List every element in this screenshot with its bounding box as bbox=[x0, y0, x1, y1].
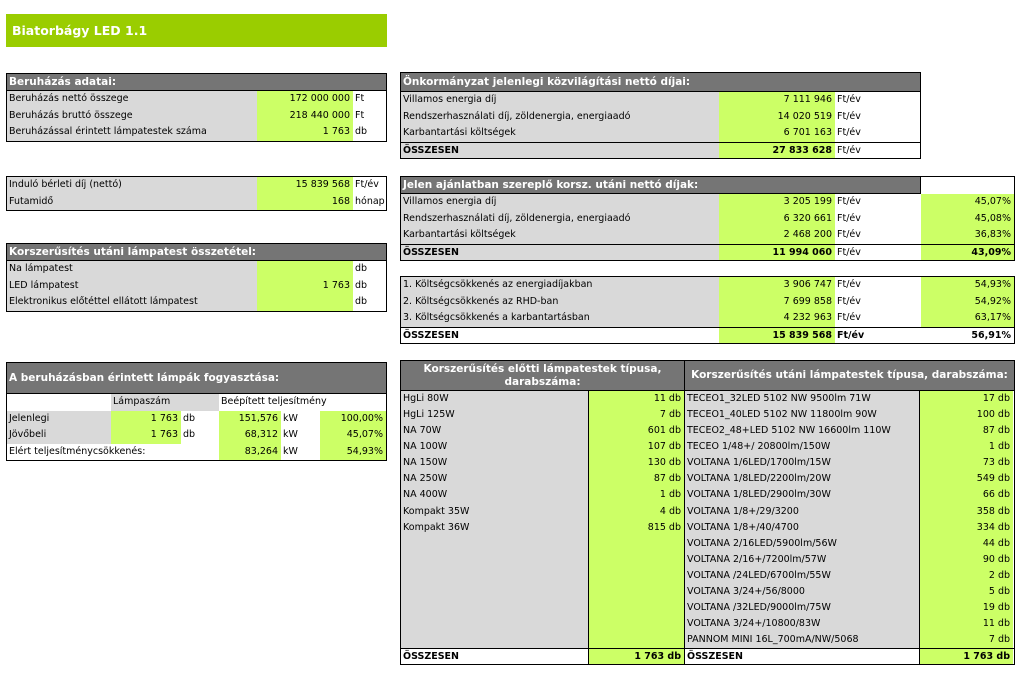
lamp-type-name: NA 70W bbox=[401, 423, 589, 439]
lamp-type-name: TECEO1_40LED 5102 NW 11800lm 90W bbox=[685, 407, 920, 423]
row-value: 6 320 661 bbox=[719, 211, 835, 228]
list-item bbox=[685, 600, 1014, 616]
table-row bbox=[7, 124, 386, 141]
lamp-type-name: VOLTANA /24LED/6700lm/55W bbox=[685, 568, 920, 584]
row-value: 6 701 163 bbox=[719, 125, 835, 142]
row-power-unit: kW bbox=[281, 411, 320, 428]
list-item bbox=[401, 391, 684, 407]
list-item bbox=[685, 407, 1014, 423]
row-unit: Ft bbox=[353, 91, 386, 108]
lamp-type-count: 1 db bbox=[589, 487, 684, 503]
composition-header: Korszerűsítés utáni lámpatest összetétel: bbox=[7, 244, 386, 261]
row-unit: db bbox=[353, 278, 386, 295]
row-power: 68,312 bbox=[219, 427, 281, 444]
row-unit: db bbox=[353, 294, 386, 311]
lamp-type-count: 87 db bbox=[589, 471, 684, 487]
table-row bbox=[7, 294, 386, 311]
total-unit: Ft/év bbox=[835, 328, 921, 344]
rent-panel bbox=[6, 176, 387, 211]
lamp-type-name: NA 400W bbox=[401, 487, 589, 503]
row-unit: Ft/év bbox=[835, 294, 921, 311]
list-item bbox=[685, 487, 1014, 503]
row-pct: 45,08% bbox=[921, 211, 1014, 228]
row-unit: db bbox=[353, 261, 386, 278]
lamp-type-count: 549 db bbox=[920, 471, 1013, 487]
lamp-type-count bbox=[589, 552, 684, 568]
lamp-type-count: 87 db bbox=[920, 423, 1013, 439]
offer-header: Jelen ajánlatban szereplő korsz. utáni nettó díjak: bbox=[401, 177, 921, 194]
row-count-unit: db bbox=[181, 427, 219, 444]
lamp-type-count: 7 db bbox=[589, 407, 684, 423]
before-total-label: ÖSSZESEN bbox=[401, 649, 589, 664]
list-item bbox=[685, 552, 1014, 568]
lamp-type-count bbox=[589, 632, 684, 648]
row-label: LED lámpatest bbox=[7, 278, 257, 295]
table-row bbox=[7, 411, 386, 428]
row-label: Induló bérleti díj (nettó) bbox=[7, 177, 257, 194]
row-unit: Ft/év bbox=[835, 211, 921, 228]
lamp-type-name bbox=[401, 568, 589, 584]
list-item bbox=[685, 536, 1014, 552]
lamp-type-name: NA 150W bbox=[401, 455, 589, 471]
lamp-type-name bbox=[401, 632, 589, 648]
table-row bbox=[401, 109, 920, 126]
list-item bbox=[685, 423, 1014, 439]
column-header-count: Lámpaszám bbox=[111, 394, 219, 411]
before-total-row bbox=[401, 648, 684, 664]
row-value bbox=[257, 261, 353, 278]
lamp-type-name: VOLTANA 2/16LED/5900lm/56W bbox=[685, 536, 920, 552]
total-row bbox=[401, 142, 920, 159]
list-item bbox=[401, 423, 684, 439]
row-power: 151,576 bbox=[219, 411, 281, 428]
list-item bbox=[685, 632, 1014, 648]
row-pct: 36,83% bbox=[921, 227, 1014, 244]
list-item bbox=[685, 584, 1014, 600]
lamp-type-count bbox=[589, 536, 684, 552]
row-label: Rendszerhasználati díj, zöldenergia, energiaadó bbox=[401, 211, 719, 228]
lamp-type-count bbox=[589, 616, 684, 632]
types-panel bbox=[400, 360, 1015, 665]
lamp-type-name: NA 100W bbox=[401, 439, 589, 455]
table-row bbox=[7, 194, 386, 211]
lamp-type-count: 601 db bbox=[589, 423, 684, 439]
table-row bbox=[7, 427, 386, 444]
saving-power: 83,264 bbox=[219, 444, 281, 461]
lamp-type-count: 107 db bbox=[589, 439, 684, 455]
list-item bbox=[401, 552, 684, 568]
row-label: Rendszerhasználati díj, zöldenergia, energiaadó bbox=[401, 109, 719, 126]
list-item bbox=[685, 439, 1014, 455]
row-label: Beruházás nettó összege bbox=[7, 91, 257, 108]
row-label: Villamos energia díj bbox=[401, 92, 719, 109]
list-item bbox=[401, 600, 684, 616]
row-unit: Ft/év bbox=[835, 227, 921, 244]
lamp-type-name: VOLTANA 1/6LED/1700lm/15W bbox=[685, 455, 920, 471]
row-value: 7 699 858 bbox=[719, 294, 835, 311]
lamp-type-name: VOLTANA 1/8+/29/3200 bbox=[685, 504, 920, 520]
row-value: 14 020 519 bbox=[719, 109, 835, 126]
saving-pct: 54,93% bbox=[320, 444, 386, 461]
lamp-type-count: 2 db bbox=[920, 568, 1013, 584]
after-total-label: ÖSSZESEN bbox=[685, 649, 920, 664]
after-total-row bbox=[685, 648, 1014, 664]
lamp-type-name bbox=[401, 584, 589, 600]
lamp-type-count bbox=[589, 584, 684, 600]
total-label: ÖSSZESEN bbox=[401, 245, 719, 261]
saving-label: Elért teljesítménycsökkenés: bbox=[7, 444, 219, 461]
lamp-type-name: TECEO1_32LED 5102 NW 9500lm 71W bbox=[685, 391, 920, 407]
table-row bbox=[7, 444, 386, 461]
list-item bbox=[685, 520, 1014, 536]
after-table bbox=[685, 361, 1014, 664]
lamp-type-name: VOLTANA 3/24+/10800/83W bbox=[685, 616, 920, 632]
after-body bbox=[685, 391, 1014, 648]
list-item bbox=[401, 584, 684, 600]
row-label: Beruházás bruttó összege bbox=[7, 108, 257, 125]
list-item bbox=[401, 471, 684, 487]
lamp-type-count: 5 db bbox=[920, 584, 1013, 600]
row-unit: Ft/év bbox=[835, 125, 920, 142]
row-label: Na lámpatest bbox=[7, 261, 257, 278]
row-label: 3. Költségcsökkenés a karbantartásban bbox=[401, 310, 719, 327]
lamp-type-name bbox=[401, 616, 589, 632]
lamp-type-name bbox=[401, 600, 589, 616]
saving-power-unit: kW bbox=[281, 444, 320, 461]
row-label: 2. Költségcsökkenés az RHD-ban bbox=[401, 294, 719, 311]
row-value bbox=[257, 294, 353, 311]
lamp-type-count: 11 db bbox=[920, 616, 1013, 632]
row-pct: 100,00% bbox=[320, 411, 386, 428]
row-label: Villamos energia díj bbox=[401, 194, 719, 211]
lamp-type-count: 11 db bbox=[589, 391, 684, 407]
consumption-header: A beruházásban érintett lámpák fogyasztása: bbox=[7, 363, 386, 394]
sheet-title: Biatorbágy LED 1.1 bbox=[6, 14, 387, 47]
total-pct: 43,09% bbox=[921, 245, 1014, 261]
table-row bbox=[7, 261, 386, 278]
row-value: 7 111 946 bbox=[719, 92, 835, 109]
list-item bbox=[401, 536, 684, 552]
row-value: 172 000 000 bbox=[257, 91, 353, 108]
row-pct: 45,07% bbox=[320, 427, 386, 444]
row-label: 1. Költségcsökkenés az energiadíjakban bbox=[401, 277, 719, 294]
table-row bbox=[401, 125, 920, 142]
total-unit: Ft/év bbox=[835, 143, 920, 159]
row-unit: db bbox=[353, 124, 386, 141]
list-item bbox=[685, 471, 1014, 487]
lamp-type-name: VOLTANA /32LED/9000lm/75W bbox=[685, 600, 920, 616]
column-header-power: Beépített teljesítmény bbox=[219, 394, 386, 411]
row-unit: Ft/év bbox=[835, 92, 920, 109]
lamp-type-count: 73 db bbox=[920, 455, 1013, 471]
lamp-type-name bbox=[401, 536, 589, 552]
row-value: 168 bbox=[257, 194, 353, 211]
investment-header: Beruházás adatai: bbox=[7, 74, 386, 91]
table-row bbox=[7, 108, 386, 125]
table-row bbox=[401, 294, 1014, 311]
table-row bbox=[7, 91, 386, 108]
table-row bbox=[401, 92, 920, 109]
list-item bbox=[401, 632, 684, 648]
before-total-count: 1 763 db bbox=[589, 649, 684, 664]
lamp-type-name: VOLTANA 1/8LED/2200lm/20W bbox=[685, 471, 920, 487]
row-label: Elektronikus előtéttel ellátott lámpatest bbox=[7, 294, 257, 311]
before-header: Korszerűsítés előtti lámpatestek típusa, darabszáma: bbox=[401, 361, 684, 391]
total-value: 15 839 568 bbox=[719, 328, 835, 344]
lamp-type-count: 66 db bbox=[920, 487, 1013, 503]
table-row bbox=[401, 310, 1014, 327]
row-pct: 45,07% bbox=[921, 194, 1014, 211]
total-unit: Ft/év bbox=[835, 245, 921, 261]
lamp-type-name: VOLTANA 1/8+/40/4700 bbox=[685, 520, 920, 536]
lamp-type-name: PANNOM MINI 16L_700mA/NW/5068 bbox=[685, 632, 920, 648]
list-item bbox=[401, 568, 684, 584]
before-table bbox=[401, 361, 685, 664]
row-label: Jelenlegi bbox=[7, 411, 111, 428]
list-item bbox=[685, 616, 1014, 632]
investment-panel bbox=[6, 73, 387, 142]
list-item bbox=[401, 407, 684, 423]
lamp-type-count: 100 db bbox=[920, 407, 1013, 423]
lamp-type-name: NA 250W bbox=[401, 471, 589, 487]
row-label: Futamidő bbox=[7, 194, 257, 211]
list-item bbox=[685, 391, 1014, 407]
lamp-type-count: 1 db bbox=[920, 439, 1013, 455]
row-unit: Ft/év bbox=[835, 277, 921, 294]
row-unit: Ft/év bbox=[835, 194, 921, 211]
lamp-type-count: 7 db bbox=[920, 632, 1013, 648]
after-header: Korszerűsítés utáni lámpatestek típusa, darabszáma: bbox=[685, 361, 1014, 391]
row-value: 2 468 200 bbox=[719, 227, 835, 244]
row-count: 1 763 bbox=[111, 427, 181, 444]
list-item bbox=[401, 504, 684, 520]
lamp-type-name: TECEO2_48+LED 5102 NW 16600lm 110W bbox=[685, 423, 920, 439]
row-pct: 54,93% bbox=[921, 277, 1014, 294]
row-count-unit: db bbox=[181, 411, 219, 428]
total-label: ÖSSZESEN bbox=[401, 143, 719, 159]
offer-panel bbox=[400, 176, 1015, 261]
row-value: 3 906 747 bbox=[719, 277, 835, 294]
row-count: 1 763 bbox=[111, 411, 181, 428]
lamp-type-name: HgLi 80W bbox=[401, 391, 589, 407]
total-pct: 56,91% bbox=[921, 328, 1014, 344]
after-total-count: 1 763 db bbox=[920, 649, 1013, 664]
lamp-type-count: 44 db bbox=[920, 536, 1013, 552]
total-row bbox=[401, 244, 1014, 261]
lamp-type-name: Kompakt 35W bbox=[401, 504, 589, 520]
table-row bbox=[401, 194, 1014, 211]
list-item bbox=[401, 616, 684, 632]
lamp-type-count bbox=[589, 600, 684, 616]
savings-panel bbox=[400, 276, 1015, 344]
lamp-type-name: VOLTANA 1/8LED/2900lm/30W bbox=[685, 487, 920, 503]
row-pct: 63,17% bbox=[921, 310, 1014, 327]
row-value: 4 232 963 bbox=[719, 310, 835, 327]
lamp-type-count: 815 db bbox=[589, 520, 684, 536]
consumption-panel bbox=[6, 362, 387, 461]
lamp-type-name: Kompakt 36W bbox=[401, 520, 589, 536]
lamp-type-count: 90 db bbox=[920, 552, 1013, 568]
lamp-type-name: VOLTANA 3/24+/56/8000 bbox=[685, 584, 920, 600]
row-label: Beruházással érintett lámpatestek száma bbox=[7, 124, 257, 141]
total-row bbox=[401, 327, 1014, 344]
lamp-type-count: 358 db bbox=[920, 504, 1013, 520]
row-power-unit: kW bbox=[281, 427, 320, 444]
lamp-type-name: HgLi 125W bbox=[401, 407, 589, 423]
list-item bbox=[685, 504, 1014, 520]
before-body bbox=[401, 391, 684, 648]
list-item bbox=[401, 455, 684, 471]
total-label: ÖSSZESEN bbox=[401, 328, 719, 344]
table-row bbox=[401, 211, 1014, 228]
list-item bbox=[685, 568, 1014, 584]
list-item bbox=[401, 439, 684, 455]
table-row bbox=[7, 278, 386, 295]
row-label: Jövőbeli bbox=[7, 427, 111, 444]
lamp-type-count: 19 db bbox=[920, 600, 1013, 616]
total-value: 27 833 628 bbox=[719, 143, 835, 159]
row-unit: hónap bbox=[353, 194, 386, 211]
total-value: 11 994 060 bbox=[719, 245, 835, 261]
lamp-type-count: 130 db bbox=[589, 455, 684, 471]
municipal-header: Önkormányzat jelenlegi közvilágítási nettó díjai: bbox=[401, 73, 920, 92]
lamp-type-count bbox=[589, 568, 684, 584]
lamp-type-name: VOLTANA 2/16+/7200lm/57W bbox=[685, 552, 920, 568]
row-unit: Ft/év bbox=[353, 177, 386, 194]
row-pct: 54,92% bbox=[921, 294, 1014, 311]
row-label: Karbantartási költségek bbox=[401, 227, 719, 244]
table-row bbox=[401, 227, 1014, 244]
list-item bbox=[401, 520, 684, 536]
municipal-panel bbox=[400, 72, 921, 159]
lamp-type-count: 17 db bbox=[920, 391, 1013, 407]
row-label: Karbantartási költségek bbox=[401, 125, 719, 142]
row-value: 15 839 568 bbox=[257, 177, 353, 194]
row-unit: Ft/év bbox=[835, 310, 921, 327]
lamp-type-name: TECEO 1/48+/ 20800lm/150W bbox=[685, 439, 920, 455]
list-item bbox=[685, 455, 1014, 471]
row-value: 1 763 bbox=[257, 278, 353, 295]
column-header-row bbox=[7, 394, 386, 411]
list-item bbox=[401, 487, 684, 503]
row-unit: Ft/év bbox=[835, 109, 920, 126]
row-value: 218 440 000 bbox=[257, 108, 353, 125]
lamp-type-count: 4 db bbox=[589, 504, 684, 520]
row-value: 3 205 199 bbox=[719, 194, 835, 211]
lamp-type-count: 334 db bbox=[920, 520, 1013, 536]
row-unit: Ft bbox=[353, 108, 386, 125]
lamp-type-name bbox=[401, 552, 589, 568]
table-row bbox=[7, 177, 386, 194]
composition-panel bbox=[6, 243, 387, 312]
table-row bbox=[401, 277, 1014, 294]
row-value: 1 763 bbox=[257, 124, 353, 141]
